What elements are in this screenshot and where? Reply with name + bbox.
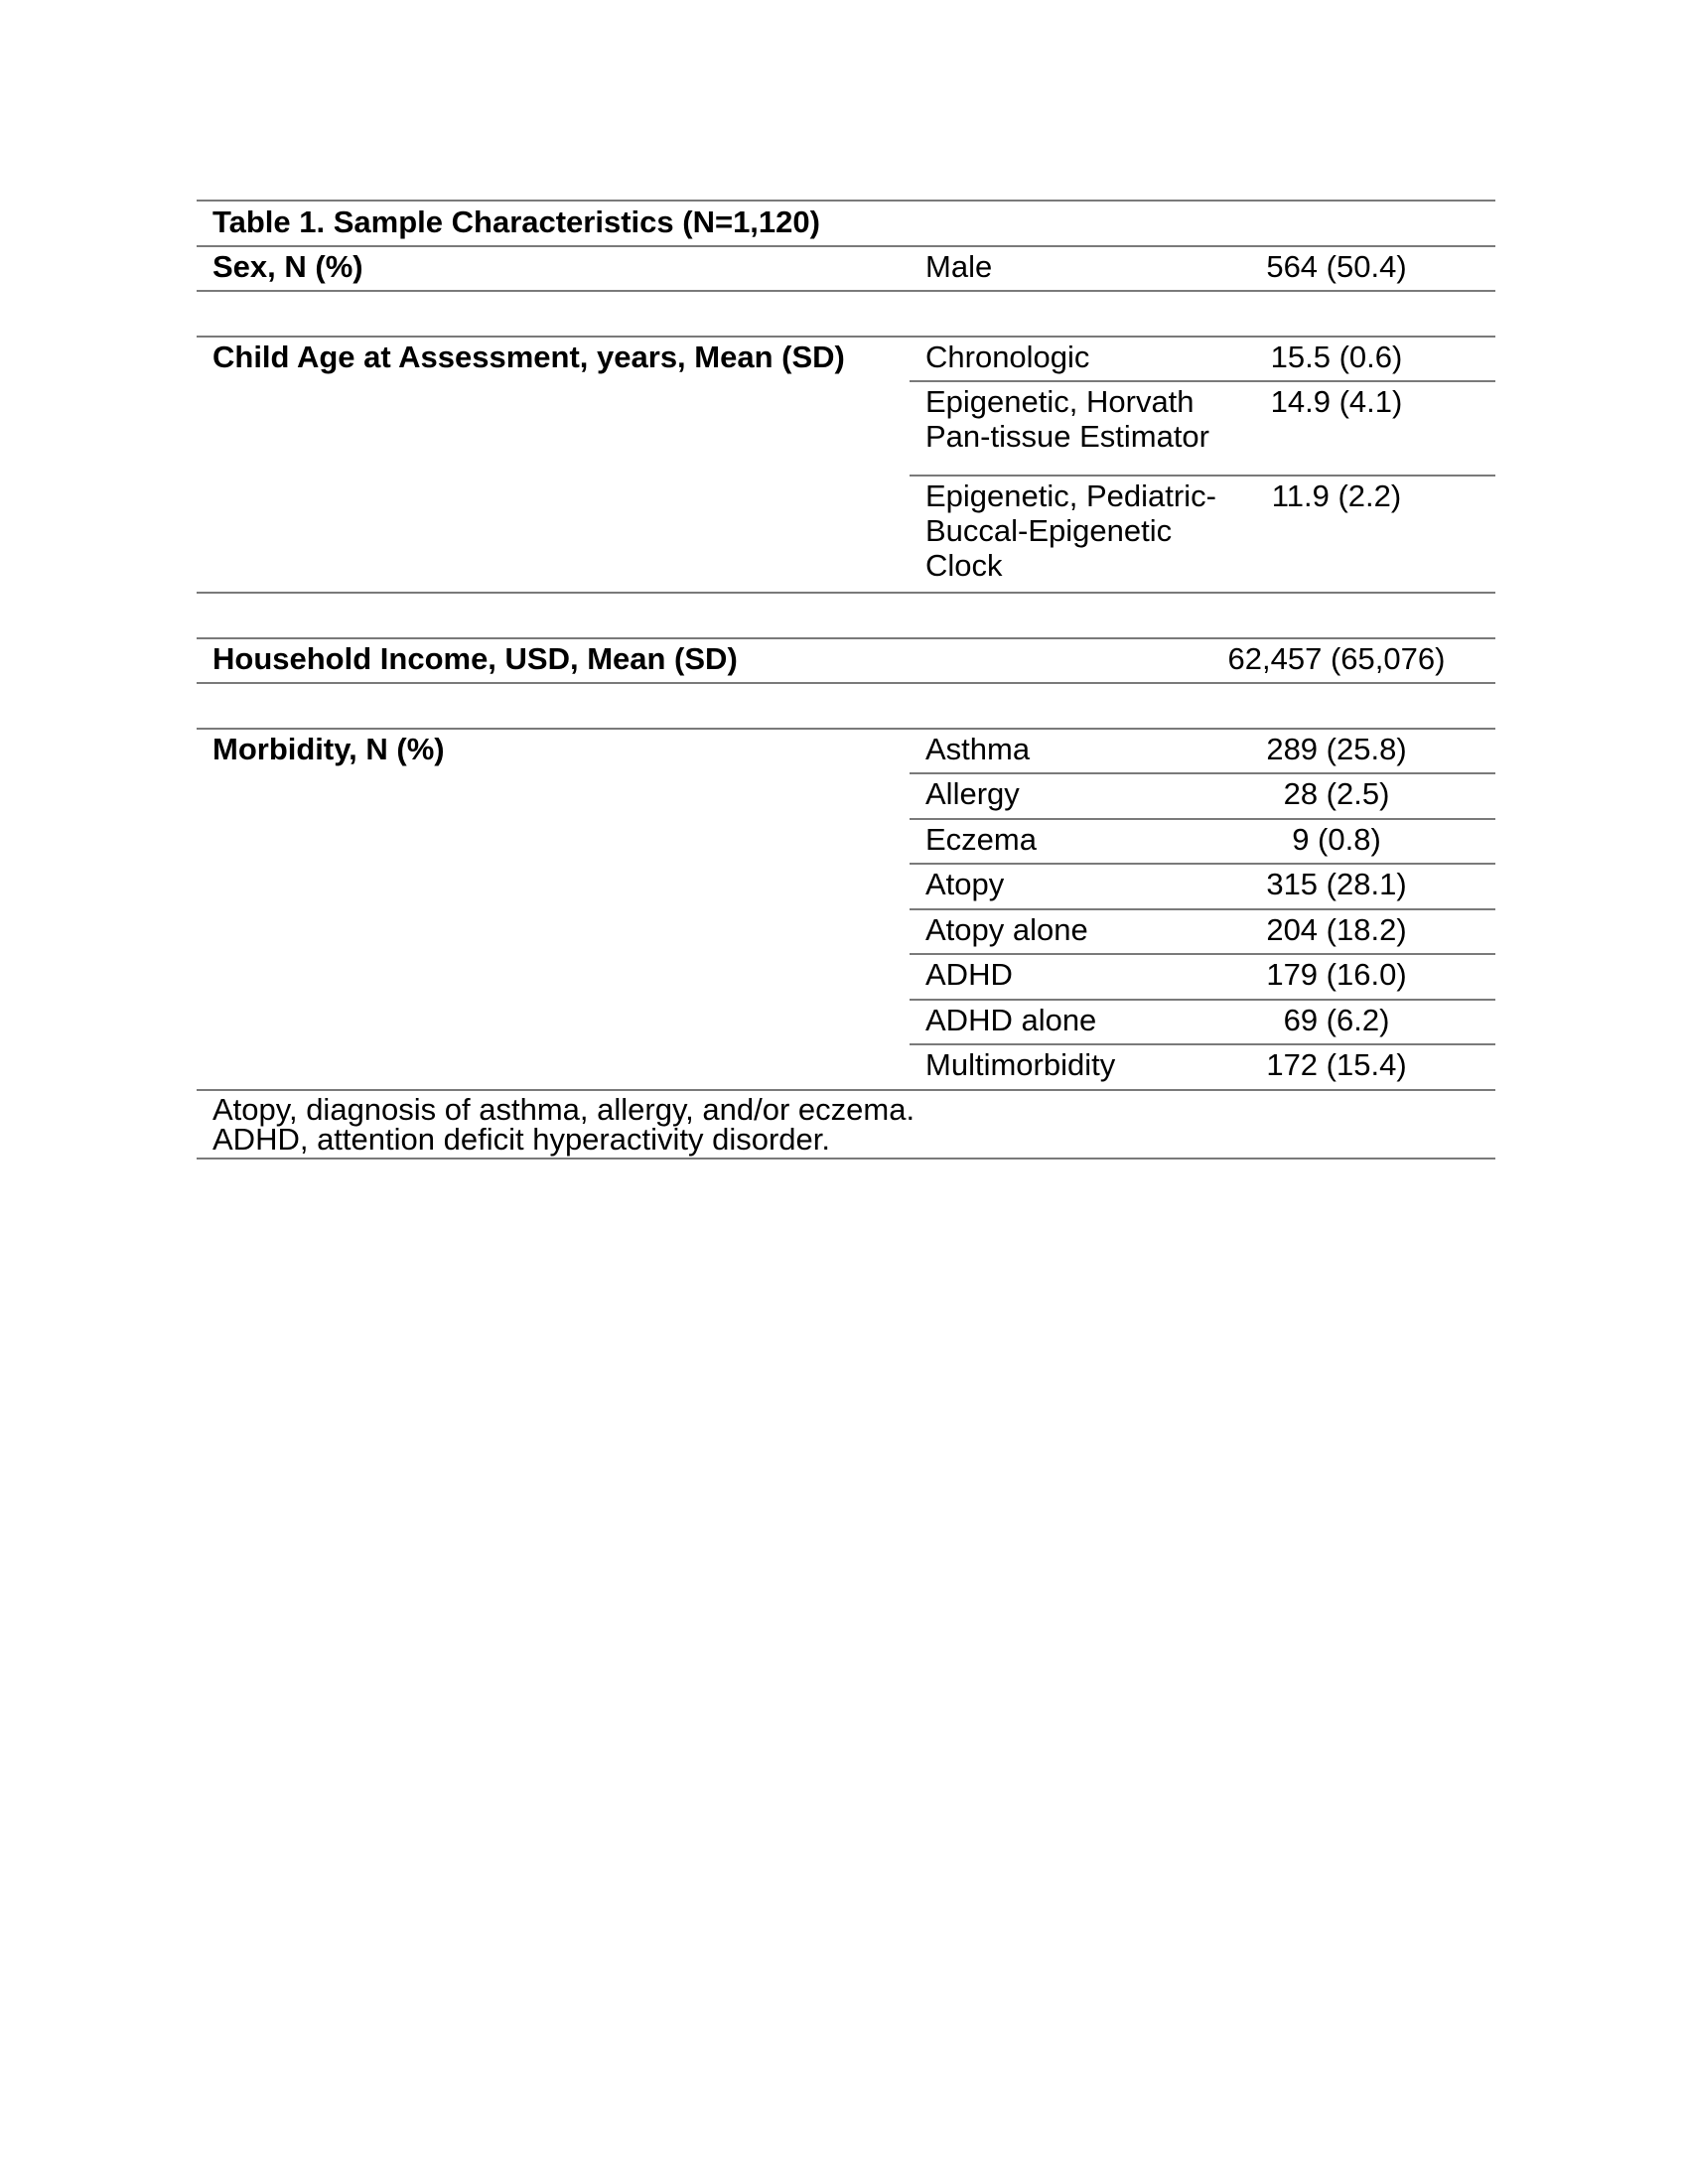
table-rule xyxy=(197,245,1495,247)
cell-sub: Asthma xyxy=(925,732,1031,766)
cell-sub: Atopy xyxy=(925,867,1005,901)
row-label-morbidity: Morbidity, N (%) xyxy=(212,732,445,766)
table-rule xyxy=(910,818,1495,820)
table-rule xyxy=(910,953,1495,955)
table-rule xyxy=(197,682,1495,684)
cell-sub-line: Clock xyxy=(925,548,1003,583)
cell-value: 315 (28.1) xyxy=(1266,867,1407,901)
cell-value: 62,457 (65,076) xyxy=(1227,641,1446,676)
cell-sub-line: Buccal-Epigenetic xyxy=(925,513,1173,548)
cell-sub: Male xyxy=(925,249,993,284)
table-rule xyxy=(197,637,1495,639)
cell-value: 11.9 (2.2) xyxy=(1271,478,1402,513)
table-rule xyxy=(197,336,1495,338)
cell-sub-line: Epigenetic, Pediatric- xyxy=(925,478,1216,513)
cell-sub: Allergy xyxy=(925,776,1020,811)
table-rule xyxy=(910,863,1495,865)
cell-sub: Multimorbidity xyxy=(925,1047,1116,1082)
table-rule xyxy=(910,380,1495,382)
cell-sub-line: Pan-tissue Estimator xyxy=(925,419,1209,454)
cell-value: 9 (0.8) xyxy=(1292,822,1381,857)
table-rule xyxy=(197,592,1495,594)
cell-value: 15.5 (0.6) xyxy=(1270,340,1403,374)
cell-value: 172 (15.4) xyxy=(1266,1047,1407,1082)
table-rule xyxy=(910,908,1495,910)
cell-sub: Atopy alone xyxy=(925,912,1088,947)
cell-value: 28 (2.5) xyxy=(1283,776,1390,811)
cell-value: 14.9 (4.1) xyxy=(1270,384,1403,419)
table-footnote: Atopy, diagnosis of asthma, allergy, and/or eczema. xyxy=(212,1092,915,1127)
cell-sub-line: Epigenetic, Horvath xyxy=(925,384,1195,419)
table-rule xyxy=(197,1158,1495,1160)
cell-value: 289 (25.8) xyxy=(1266,732,1407,766)
table-rule xyxy=(197,1089,1495,1091)
cell-value: 204 (18.2) xyxy=(1266,912,1407,947)
row-label-sex: Sex, N (%) xyxy=(212,249,363,284)
table-rule xyxy=(910,999,1495,1001)
table-rule xyxy=(910,1043,1495,1045)
cell-sub: Chronologic xyxy=(925,340,1090,374)
cell-value: 69 (6.2) xyxy=(1283,1003,1390,1037)
table-title: Table 1. Sample Characteristics (N=1,120) xyxy=(212,205,820,239)
cell-sub: ADHD xyxy=(925,957,1013,992)
cell-value: 179 (16.0) xyxy=(1266,957,1407,992)
row-label-child-age: Child Age at Assessment, years, Mean (SD) xyxy=(212,340,845,374)
table-rule xyxy=(197,290,1495,292)
table-footnote: ADHD, attention deficit hyperactivity disorder. xyxy=(212,1122,830,1157)
table-rule xyxy=(197,728,1495,730)
row-label-household-income: Household Income, USD, Mean (SD) xyxy=(212,641,738,676)
table-rule xyxy=(910,475,1495,477)
table-rule xyxy=(197,200,1495,202)
cell-sub: Eczema xyxy=(925,822,1037,857)
cell-sub: ADHD alone xyxy=(925,1003,1097,1037)
cell-value: 564 (50.4) xyxy=(1266,249,1407,284)
table-rule xyxy=(910,772,1495,774)
